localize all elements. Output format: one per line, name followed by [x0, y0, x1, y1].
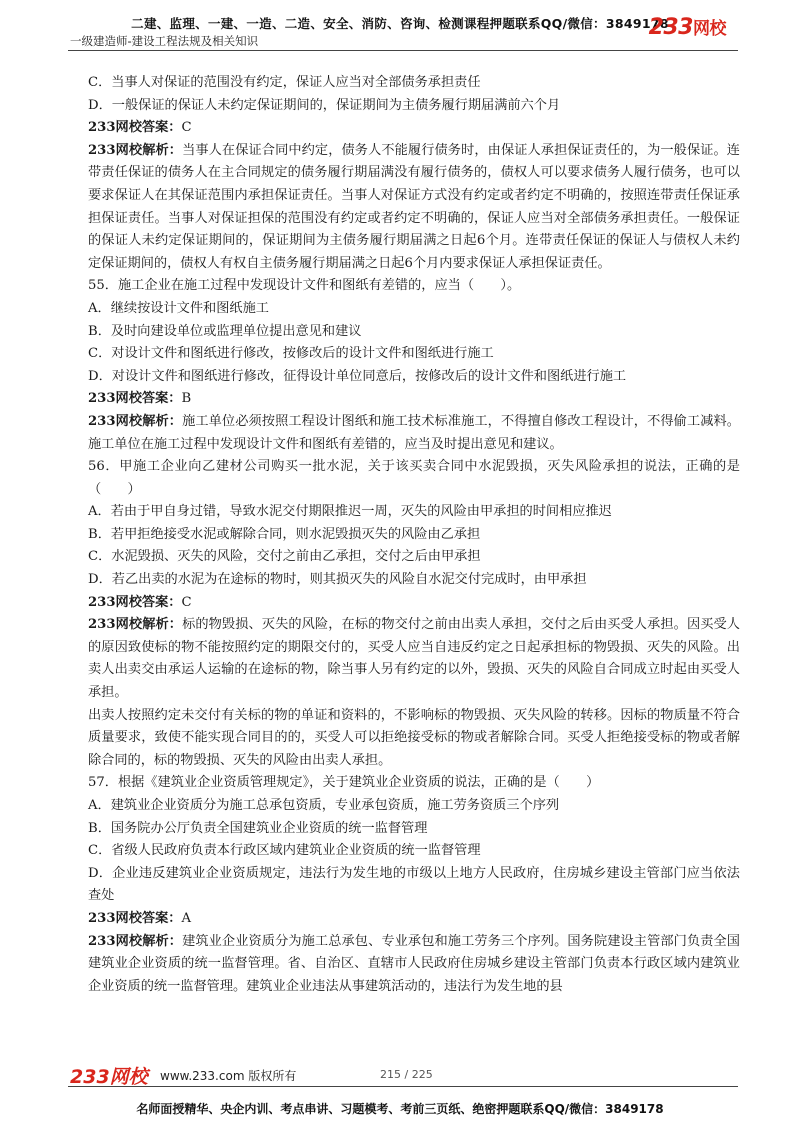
- q56-option-d: D．若乙出卖的水泥为在途标的物时，则其损灭失的风险自水泥交付完成时，由甲承担: [88, 572, 587, 588]
- footer-divider: [68, 1086, 738, 1087]
- answer-value: A: [181, 910, 191, 926]
- answer-value: B: [181, 391, 192, 407]
- q56-stem: 56．甲施工企业向乙建材公司购买一批水泥，关于该买卖合同中水泥毁损，灭失风险承担的说法，正确的是（ ）: [88, 459, 740, 497]
- q57-stem: 57．根据《建筑业企业资质管理规定》，关于建筑业企业资质的说法，正确的是（ ）: [88, 775, 600, 791]
- analysis-label: 233网校解析：: [88, 933, 183, 949]
- answer-value: C: [181, 594, 192, 610]
- footer-logo: [70, 1062, 148, 1089]
- q55-option-c: C．对设计文件和图纸进行修改，按修改后的设计文件和图纸进行施工: [88, 346, 494, 362]
- q56-option-b: B．若甲拒绝接受水泥或解除合同，则水泥毁损灭失的风险由乙承担: [88, 526, 481, 542]
- q54-answer: [88, 117, 740, 140]
- q57-option-a: A．建筑业企业资质分为施工总承包资质，专业承包资质，施工劳务资质三个序列: [88, 798, 560, 813]
- logo-text: 网校: [693, 19, 726, 39]
- q56-option-a: A．若由于甲自身过错，导致水泥交付期限推迟一周，灭失的风险由甲承担的时间相应推迟: [88, 504, 612, 520]
- answer-value: C: [181, 120, 192, 136]
- q55-option-a: A．继续按设计文件和图纸施工: [88, 300, 269, 316]
- document-body: [88, 72, 740, 998]
- q56-option-c: C．水泥毁损、灭失的风险，交付之前由乙承担，交付之后由甲承担: [88, 549, 481, 565]
- footer-logo-text: 网校: [109, 1066, 148, 1088]
- analysis-label: 233网校解析：: [88, 413, 183, 429]
- q56-analysis-continued: 出卖人按照约定未交付有关标的物的单证和资料的，不影响标的物毁损、灭失风险的转移。因标的物质量不符合质量要求，致使不能实现合同目的的，买受人可以拒绝接受标的物或者解除合同。买受人拒绝接受标的物或者解除合同的，标的物毁损、灭失的风险由出卖人承担。: [88, 707, 740, 768]
- q57-analysis: [88, 931, 740, 999]
- q56-analysis: [88, 614, 740, 704]
- analysis-text: 当事人在保证合同中约定，债务人不能履行债务时，由保证人承担保证责任的，为一般保证。连带责任保证的债务人在主合同规定的债务履行期届满没有履行债务的，债权人可以要求债务人履行债务，也可以要求保证人在其保证范围内承担保证责任。当事人对保证方式没有约定或者约定不明确的，按照连带责任保证承担保证责任。当事人对保证担保的范围没有约定或者约定不明确的，保证人应当对全部债务承担责任。一般保证的保证人未约定保证期间的，保证期间为主债务履行期届满之日起6个月。连带责任保证的保证人与债权人未约定保证期间的，债权人有权自主债务履行期届满之日起6个月内要求保证人承担保证责任。: [88, 142, 740, 271]
- q57-answer: [88, 908, 740, 931]
- q57-option-c: C．省级人民政府负责本行政区域内建筑业企业资质的统一监督管理: [88, 843, 481, 859]
- brand-logo: [649, 14, 726, 40]
- q55-answer: [88, 388, 740, 411]
- analysis-label: 233网校解析：: [88, 617, 183, 633]
- q55-analysis: [88, 411, 740, 456]
- logo-number: 233: [648, 15, 693, 40]
- analysis-text: 建筑业企业资质分为施工总承包、专业承包和施工劳务三个序列。国务院建设主管部门负责全国建筑业企业资质的统一监督管理。省、自治区、直辖市人民政府住房城乡建设主管部门负责本行政区域内建筑业企业资质的统一监督管理。建筑业企业违法从事建筑活动的，违法行为发生地的县: [88, 933, 740, 994]
- answer-label: 233网校答案：: [88, 910, 182, 926]
- page-number: 215 / 225: [380, 1068, 433, 1081]
- answer-label: 233网校答案：: [88, 391, 182, 407]
- q54-option-c: C．当事人对保证的范围没有约定，保证人应当对全部债务承担责任: [88, 75, 481, 90]
- q57-option-d: D．企业违反建筑业企业资质规定，违法行为发生地的市级以上地方人民政府，住房城乡建设主管部门应当依法查处: [88, 865, 740, 904]
- q55-option-d: D．对设计文件和图纸进行修改，征得设计单位同意后，按修改后的设计文件和图纸进行施工: [88, 368, 627, 384]
- header-divider: [68, 50, 738, 51]
- document-subtitle: 一级建造师-建设工程法规及相关知识: [70, 34, 259, 48]
- q55-option-b: B．及时向建设单位或监理单位提出意见和建议: [88, 323, 362, 339]
- q56-answer: [88, 592, 740, 615]
- answer-label: 233网校答案：: [88, 594, 182, 610]
- analysis-text: 施工单位必须按照工程设计图纸和施工技术标准施工，不得擅自修改工程设计，不得偷工减料。施工单位在施工过程中发现设计文件和图纸有差错的，应当及时提出意见和建议。: [88, 413, 740, 452]
- header-promo-line: 二建、监理、一建、一造、二造、安全、消防、咨询、检测课程押题联系QQ/微信：3849178: [131, 16, 669, 31]
- analysis-text: 标的物毁损、灭失的风险，在标的物交付之前由出卖人承担，交付之后由买受人承担。因买受人的原因致使标的物不能按照约定的期限交付的，买受人应当自违反约定之日起承担标的物毁损、灭失的风险。出卖人出卖交由承运人运输的在途标的物，除当事人另有约定的以外，毁损、灭失的风险自合同成立时起由买受人承担。: [88, 617, 740, 701]
- footer-copyright: www.233.com 版权所有: [160, 1069, 297, 1083]
- analysis-label: 233网校解析：: [88, 142, 183, 158]
- footer-logo-number: 233: [70, 1066, 110, 1088]
- q57-option-b: B．国务院办公厅负责全国建筑业企业资质的统一监督管理: [88, 820, 428, 836]
- answer-label: 233网校答案：: [88, 120, 182, 136]
- q54-analysis: [88, 140, 740, 276]
- q54-option-d: D．一般保证的保证人未约定保证期间的，保证期间为主债务履行期届满前六个月: [88, 97, 561, 113]
- q55-stem: 55．施工企业在施工过程中发现设计文件和图纸有差错的，应当（ ）。: [88, 278, 521, 294]
- footer-promo-line: 名师面授精华、央企内训、考点串讲、习题模考、考前三页纸、绝密押题联系QQ/微信：3849178: [136, 1102, 664, 1116]
